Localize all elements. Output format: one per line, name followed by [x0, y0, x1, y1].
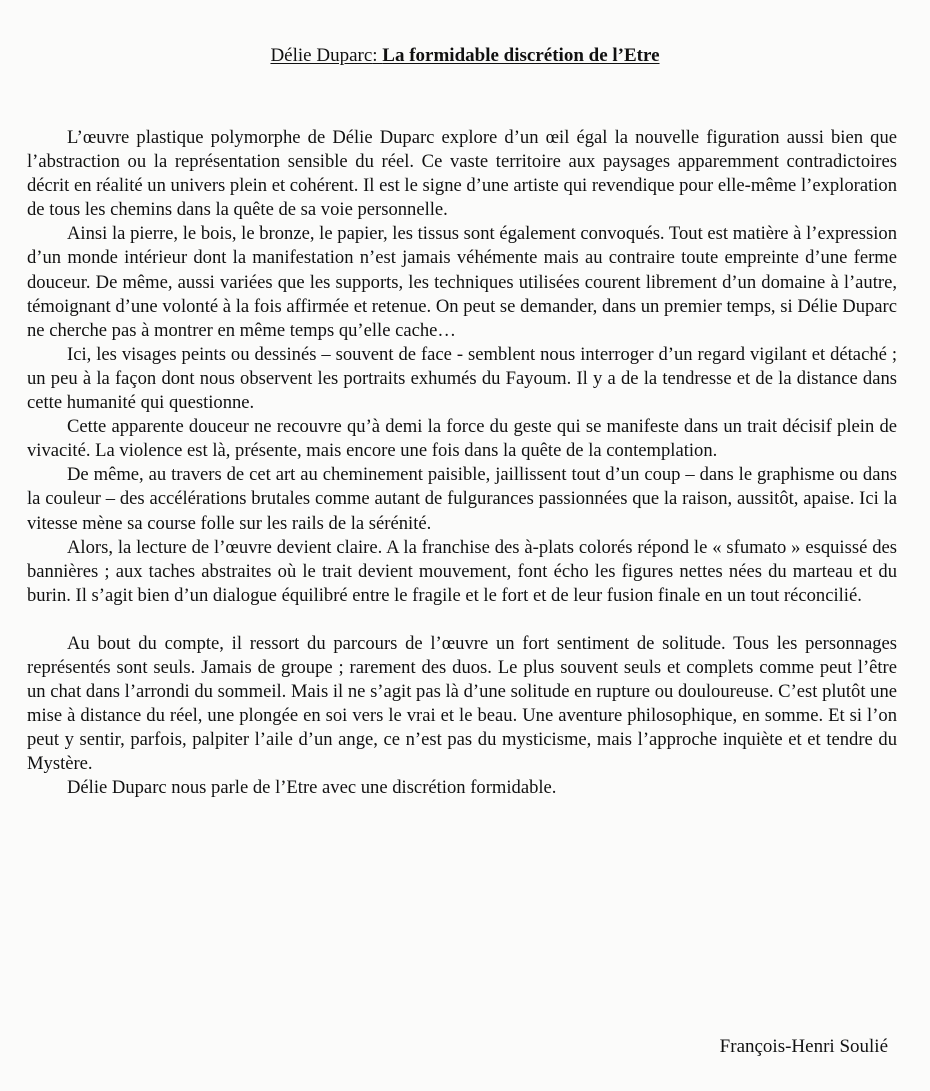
paragraph: Délie Duparc nous parle de l’Etre avec une discrétion formidable. [67, 777, 557, 799]
article-body [27, 126, 897, 801]
paragraph: De même, au travers de cet art au cheminement paisible, jaillissent tout d’un coup – dans le graphisme ou dans la couleur – des accélérations brutales comme autant de fulgurances passionnées que la raison, aussitôt, apaise. Ici la vitesse mène sa course folle sur les rails de la sérénité. [27, 464, 897, 534]
paragraph: Ici, les visages peints ou dessinés – souvent de face - semblent nous interroger d’un regard vigilant et détaché ; un peu à la façon dont nous observent les portraits exhumés du Fayoum. Il y a de la tendresse et de la distance dans cette humanité qui questionne. [27, 343, 897, 414]
title-separator: : [372, 45, 383, 66]
author-signature: François-Henri Soulié [719, 1036, 888, 1057]
paragraph: Ainsi la pierre, le bois, le bronze, le papier, les tissus sont également convoqués. Tout est matière à l’expression d’un monde intérieur dont la manifestation n’est jamais véhémente mais au contraire toute empreinte d’une ferme douceur. De même, aussi variées que les supports, les techniques utilisées courent librement d’un domaine à l’autre, témoignant d’une volonté à la fois affirmée et retenue. On peut se demander, dans un premier temps, si Délie Duparc ne cherche pas à montrer en même temps qu’elle cache… [27, 223, 897, 341]
paragraph: L’œuvre plastique polymorphe de Délie Duparc explore d’un œil égal la nouvelle figuration aussi bien que l’abstraction ou la représentation sensible du réel. Ce vaste territoire aux paysages apparemment contradictoires décrit en réalité un univers plein et cohérent. Il est le signe d’une artiste qui revendique pour elle-même l’exploration de tous les chemins dans la quête de sa voie personnelle. [27, 127, 897, 221]
paragraph: Au bout du compte, il ressort du parcours de l’œuvre un fort sentiment de solitude. Tous les personnages représentés sont seuls. Jamais de groupe ; rarement des duos. Le plus souvent seuls et complets comme peut l’être un chat dans l’arrondi du sommeil. Mais il ne s’agit pas là d’une solitude en rupture ou douloureuse. C’est plutôt une mise à distance du réel, une plongée en soi vers le vrai et le beau. Une aventure philosophique, en somme. Et si l’on peut y sentir, parfois, palpiter l’aile d’un ange, ce n’est pas du mysticisme, mais l’approche inquiète et et tendre du Mystère. [27, 632, 897, 775]
title-artist-name: Délie Duparc [270, 45, 373, 66]
paragraph: Alors, la lecture de l’œuvre devient claire. A la franchise des à-plats colorés répond le « sfumato » esquissé des bannières ; aux taches abstraites où le trait devient mouvement, font écho les figures nettes nées du marteau et du burin. Il s’agit bien d’un dialogue équilibré entre le fragile et le fort et de leur fusion finale en un tout réconcilié. [27, 536, 897, 606]
title-subtitle: La formidable discrétion de l’Etre [382, 45, 660, 66]
paragraph: Cette apparente douceur ne recouvre qu’à demi la force du geste qui se manifeste dans un trait décisif plein de vivacité. La violence est là, présente, mais encore une fois dans la quête de la contemplation. [27, 416, 897, 462]
page-title [0, 44, 930, 68]
